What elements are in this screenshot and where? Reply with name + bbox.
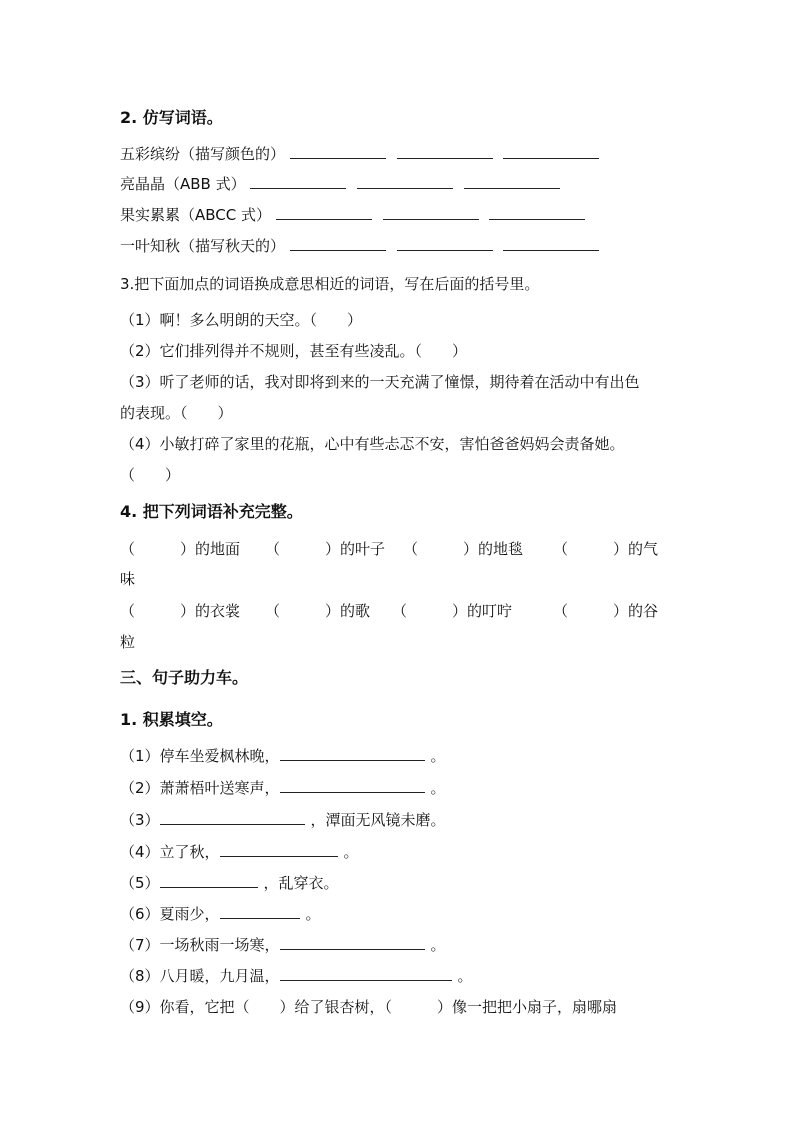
s2-item-4 [120,236,605,256]
p1-item-end: ，潭面无风镜未磨。 [310,811,446,829]
part-3-title: 三、句子助力车。 [120,668,249,687]
s4-row-1-wrap: 味 [120,570,136,588]
p1-item-end: ，乱穿衣。 [263,874,339,892]
s2-item-3-label: 果实累累（ABCC 式） [120,206,272,224]
answer-blank[interactable] [280,746,425,761]
answer-blank[interactable] [290,144,386,159]
p1-item-2 [120,778,446,798]
answer-blank[interactable] [160,810,305,825]
p1-item-4 [120,842,359,862]
answer-blank[interactable] [503,236,599,251]
s4-cell: （ ）的地毯 [403,540,524,558]
s4-cell: （ ）的叶子 [265,540,386,558]
answer-blank[interactable] [489,205,585,220]
p1-item-text: （3） [120,811,160,829]
answer-blank[interactable] [276,205,372,220]
answer-blank[interactable] [220,842,338,857]
p1-item-text: （6）夏雨少， [120,905,220,923]
s3-item-4: （4）小敏打碎了家里的花瓶，心中有些忐忑不安，害怕爸爸妈妈会责备她。 [120,435,625,453]
s4-cell: （ ）的谷 [553,602,659,620]
answer-blank[interactable] [397,144,493,159]
p1-item-text: （4）立了秋， [120,843,220,861]
p1-title: 1. 积累填空。 [120,710,223,729]
p1-item-7 [120,935,446,955]
s3-item-3-cont: 的表现。（ ） [120,404,233,422]
p1-item-8 [120,966,473,986]
p1-item-end: 。 [457,967,473,985]
answer-blank[interactable] [280,935,425,950]
p1-item-5 [120,873,339,893]
s2-item-1-label: 五彩缤纷（描写颜色的） [120,145,286,163]
s4-cell: （ ）的歌 [265,602,371,620]
section-3-title: 3.把下面加点的词语换成意思相近的词语，写在后面的括号里。 [120,275,540,293]
s3-item-2: （2）它们排列得并不规则，甚至有些凌乱。（ ） [120,342,468,360]
p1-item-end: 。 [343,843,359,861]
s4-cell: （ ）的地面 [120,540,241,558]
answer-blank[interactable] [220,904,300,919]
p1-item-text: （8）八月暖，九月温， [120,967,280,985]
p1-item-end: 。 [430,747,446,765]
p1-item-3 [120,810,446,830]
s3-item-4-cont: （ ） [120,466,181,484]
answer-blank[interactable] [290,236,386,251]
s3-item-3: （3）听了老师的话，我对即将到来的一天充满了憧憬，期待着在活动中有出色 [120,373,640,391]
answer-blank[interactable] [357,174,453,189]
answer-blank[interactable] [464,174,560,189]
section-4-title: 4. 把下列词语补充完整。 [120,502,303,521]
section-2-title: 2. 仿写词语。 [120,108,223,127]
answer-blank[interactable] [280,966,452,981]
s2-item-2-label: 亮晶晶（ABB 式） [120,175,246,193]
p1-item-end: 。 [430,936,446,954]
p1-item-text: （5） [120,874,160,892]
p1-item-end: 。 [305,905,321,923]
p1-item-end: 。 [430,779,446,797]
s2-item-2 [120,174,566,194]
p1-item-text: （2）萧萧梧叶送寒声， [120,779,280,797]
answer-blank[interactable] [250,174,346,189]
s4-row-2-wrap: 粒 [120,633,136,651]
s4-cell: （ ）的气 [553,540,659,558]
p1-item-text: （1）停车坐爱枫林晚， [120,747,280,765]
answer-blank[interactable] [397,236,493,251]
p1-item-9: （9）你看，它把（ ）给了银杏树，（ ）像一把把小扇子，扇哪扇 [120,998,618,1016]
s4-cell: （ ）的衣裳 [120,602,241,620]
p1-item-6 [120,904,321,924]
answer-blank[interactable] [503,144,599,159]
s4-cell: （ ）的叮咛 [392,602,513,620]
p1-item-1 [120,746,446,766]
s2-item-4-label: 一叶知秋（描写秋天的） [120,237,286,255]
p1-item-text: （7）一场秋雨一场寒， [120,936,280,954]
s2-item-1 [120,144,605,164]
s2-item-3 [120,205,591,225]
answer-blank[interactable] [280,778,425,793]
answer-blank[interactable] [383,205,479,220]
answer-blank[interactable] [160,873,258,888]
s3-item-1: （1）啊！多么明朗的天空。（ ） [120,311,363,329]
